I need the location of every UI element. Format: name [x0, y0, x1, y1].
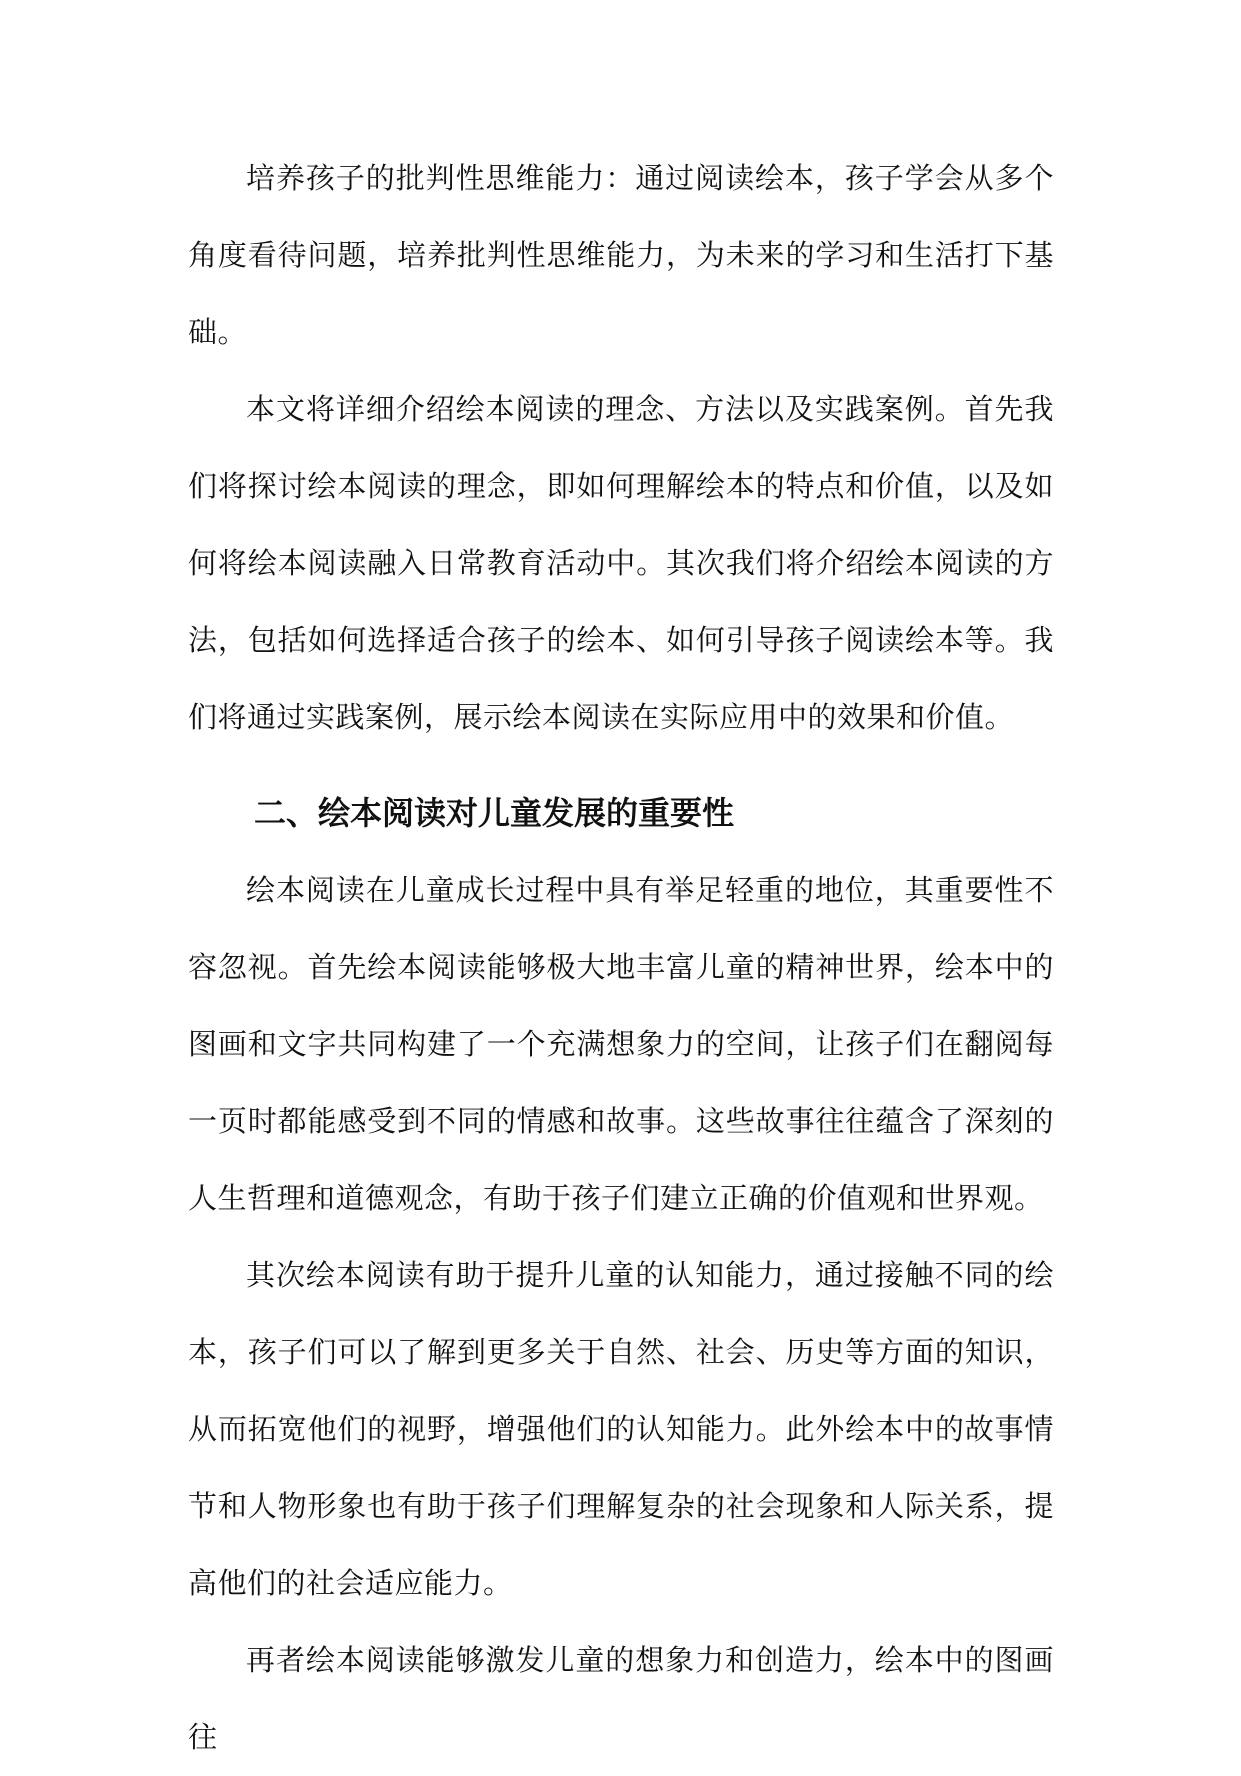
- section-heading: 二、绘本阅读对儿童发展的重要性: [254, 794, 735, 832]
- paragraph-critical-thinking: 培养孩子的批判性思维能力：通过阅读绘本，孩子学会从多个角度看待问题，培养批判性思维能力，为未来的学习和生活打下基础。: [188, 161, 1054, 349]
- paragraph-cognition: 其次绘本阅读有助于提升儿童的认知能力，通过接触不同的绘本，孩子们可以了解到更多关于自然、社会、历史等方面的知识，从而拓宽他们的视野，增强他们的认知能力。此外绘本中的故事情节和人物形象也有助于孩子们理解复杂的社会现象和人际关系，提高他们的社会适应能力。: [188, 1258, 1054, 1600]
- document-body: [188, 140, 1054, 1776]
- paragraph-imagination: 再者绘本阅读能够激发儿童的想象力和创造力，绘本中的图画往: [188, 1643, 1054, 1754]
- paragraph-importance: 绘本阅读在儿童成长过程中具有举足轻重的地位，其重要性不容忽视。首先绘本阅读能够极大地丰富儿童的精神世界，绘本中的图画和文字共同构建了一个充满想象力的空间，让孩子们在翻阅每一页时都能感受到不同的情感和故事。这些故事往往蕴含了深刻的人生哲理和道德观念，有助于孩子们建立正确的价值观和世界观。: [188, 873, 1054, 1215]
- paragraph-overview: 本文将详细介绍绘本阅读的理念、方法以及实践案例。首先我们将探讨绘本阅读的理念，即如何理解绘本的特点和价值，以及如何将绘本阅读融入日常教育活动中。其次我们将介绍绘本阅读的方法，包括如何选择适合孩子的绘本、如何引导孩子阅读绘本等。我们将通过实践案例，展示绘本阅读在实际应用中的效果和价值。: [188, 392, 1054, 734]
